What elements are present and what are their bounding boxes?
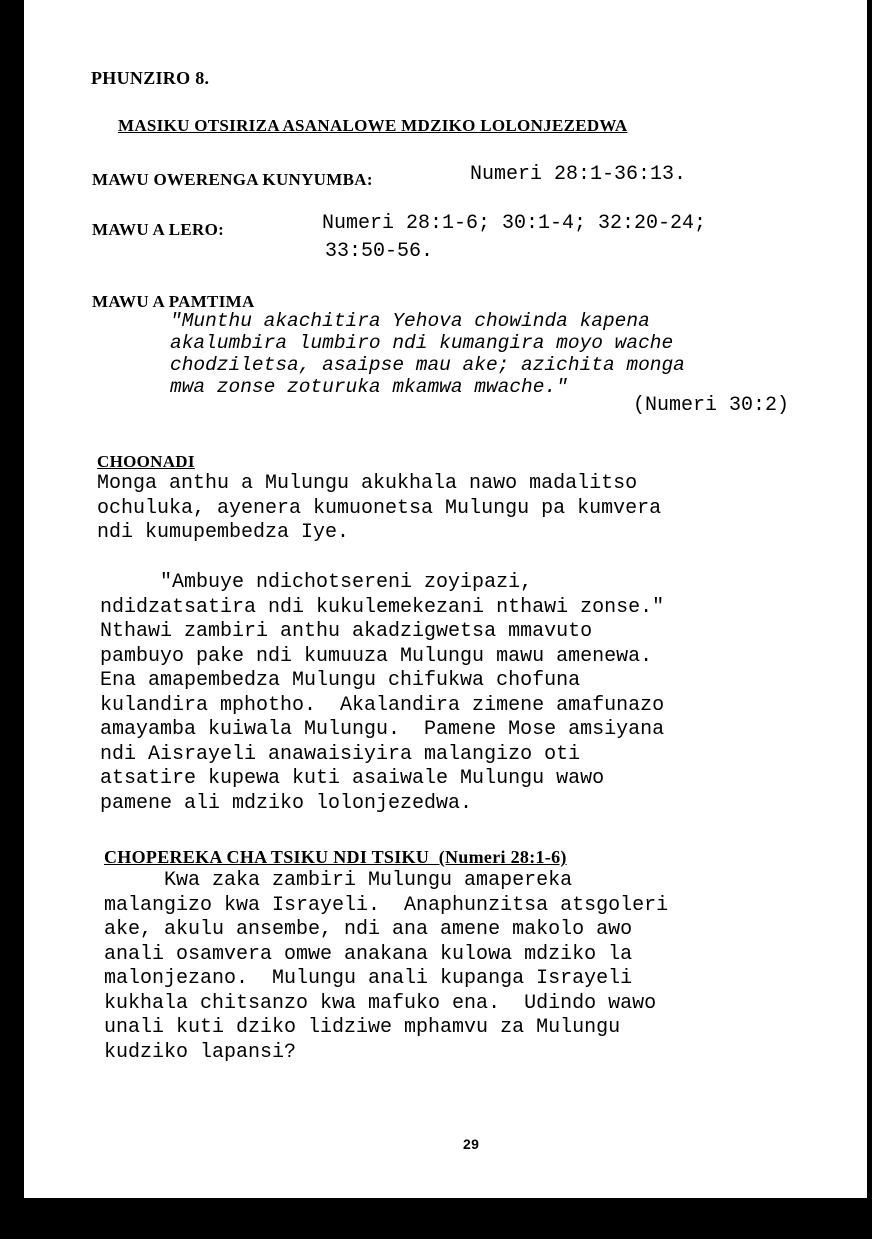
section-text: Kwa zaka zambiri Mulungu amapereka malangizo kwa Israyeli. Anaphunzitsa atsgoleri ake, akulu ansembe, ndi ana amene makolo awo anali osamvera omwe anakana kulowa mdziko la malonjezano. Mulungu anali kupanga Israyeli kukhala chitsanzo kwa mafuko ena. Udindo wawo unali kuti dziko lidziwe mphamvu za Mulungu kudziko lapansi? — [104, 869, 669, 1064]
scan-border — [18, 0, 24, 1198]
home-reading-value: Numeri 28:1-36:13. — [470, 163, 687, 186]
lesson-label: PHUNZIRO 8. — [91, 68, 210, 88]
memory-verse: "Munthu akachitira Yehova chowinda kapena akalumbira lumbiro ndi kumangira moyo wache chodziletsa, asaipse mau ake; azichita monga mwa zonse zoturuka mkamwa mwache." — [170, 310, 685, 398]
today-label: MAWU A LERO: — [92, 220, 225, 239]
paragraph-2: "Ambuye ndichotsereni zoyipazi, ndidzatsatira ndi kukulemekezani nthawi zonse." Nthawi zambiri anthu akadzigwetsa mmavuto pambuyo pake ndi kumuuza Mulungu mawu amenewa. Ena amapembedza Mulungu chifukwa chofuna kulandira mphotho. Akalandira zimene amafunazo amayamba kuiwala Mulungu. Pamene Mose amsiyana ndi Aisrayeli anawaisiyira malangizo oti atsatire kupewa kuti asaiwale Mulungu wawo pamene ali mdziko lolonjezedwa. — [100, 571, 665, 815]
section-heading: CHOPEREKA CHA TSIKU NDI TSIKU (Numeri 28:1-6) — [104, 847, 567, 867]
truth-label: CHOONADI — [97, 452, 195, 471]
today-line2: 33:50-56. — [325, 240, 434, 263]
lesson-title: MASIKU OTSIRIZA ASANALOWE MDZIKO LOLONJEZEDWA — [118, 116, 628, 135]
memory-label: MAWU A PAMTIMA — [92, 292, 255, 311]
today-line1: Numeri 28:1-6; 30:1-4; 32:20-24; — [322, 212, 707, 235]
memory-ref: (Numeri 30:2) — [633, 394, 790, 417]
home-reading-label: MAWU OWERENGA KUNYUMBA: — [92, 170, 373, 189]
page-number: 29 — [463, 1136, 480, 1152]
truth-text: Monga anthu a Mulungu akukhala nawo madalitso ochuluka, ayenera kumuonetsa Mulungu pa kumvera ndi kumupembedza Iye. — [97, 472, 662, 544]
